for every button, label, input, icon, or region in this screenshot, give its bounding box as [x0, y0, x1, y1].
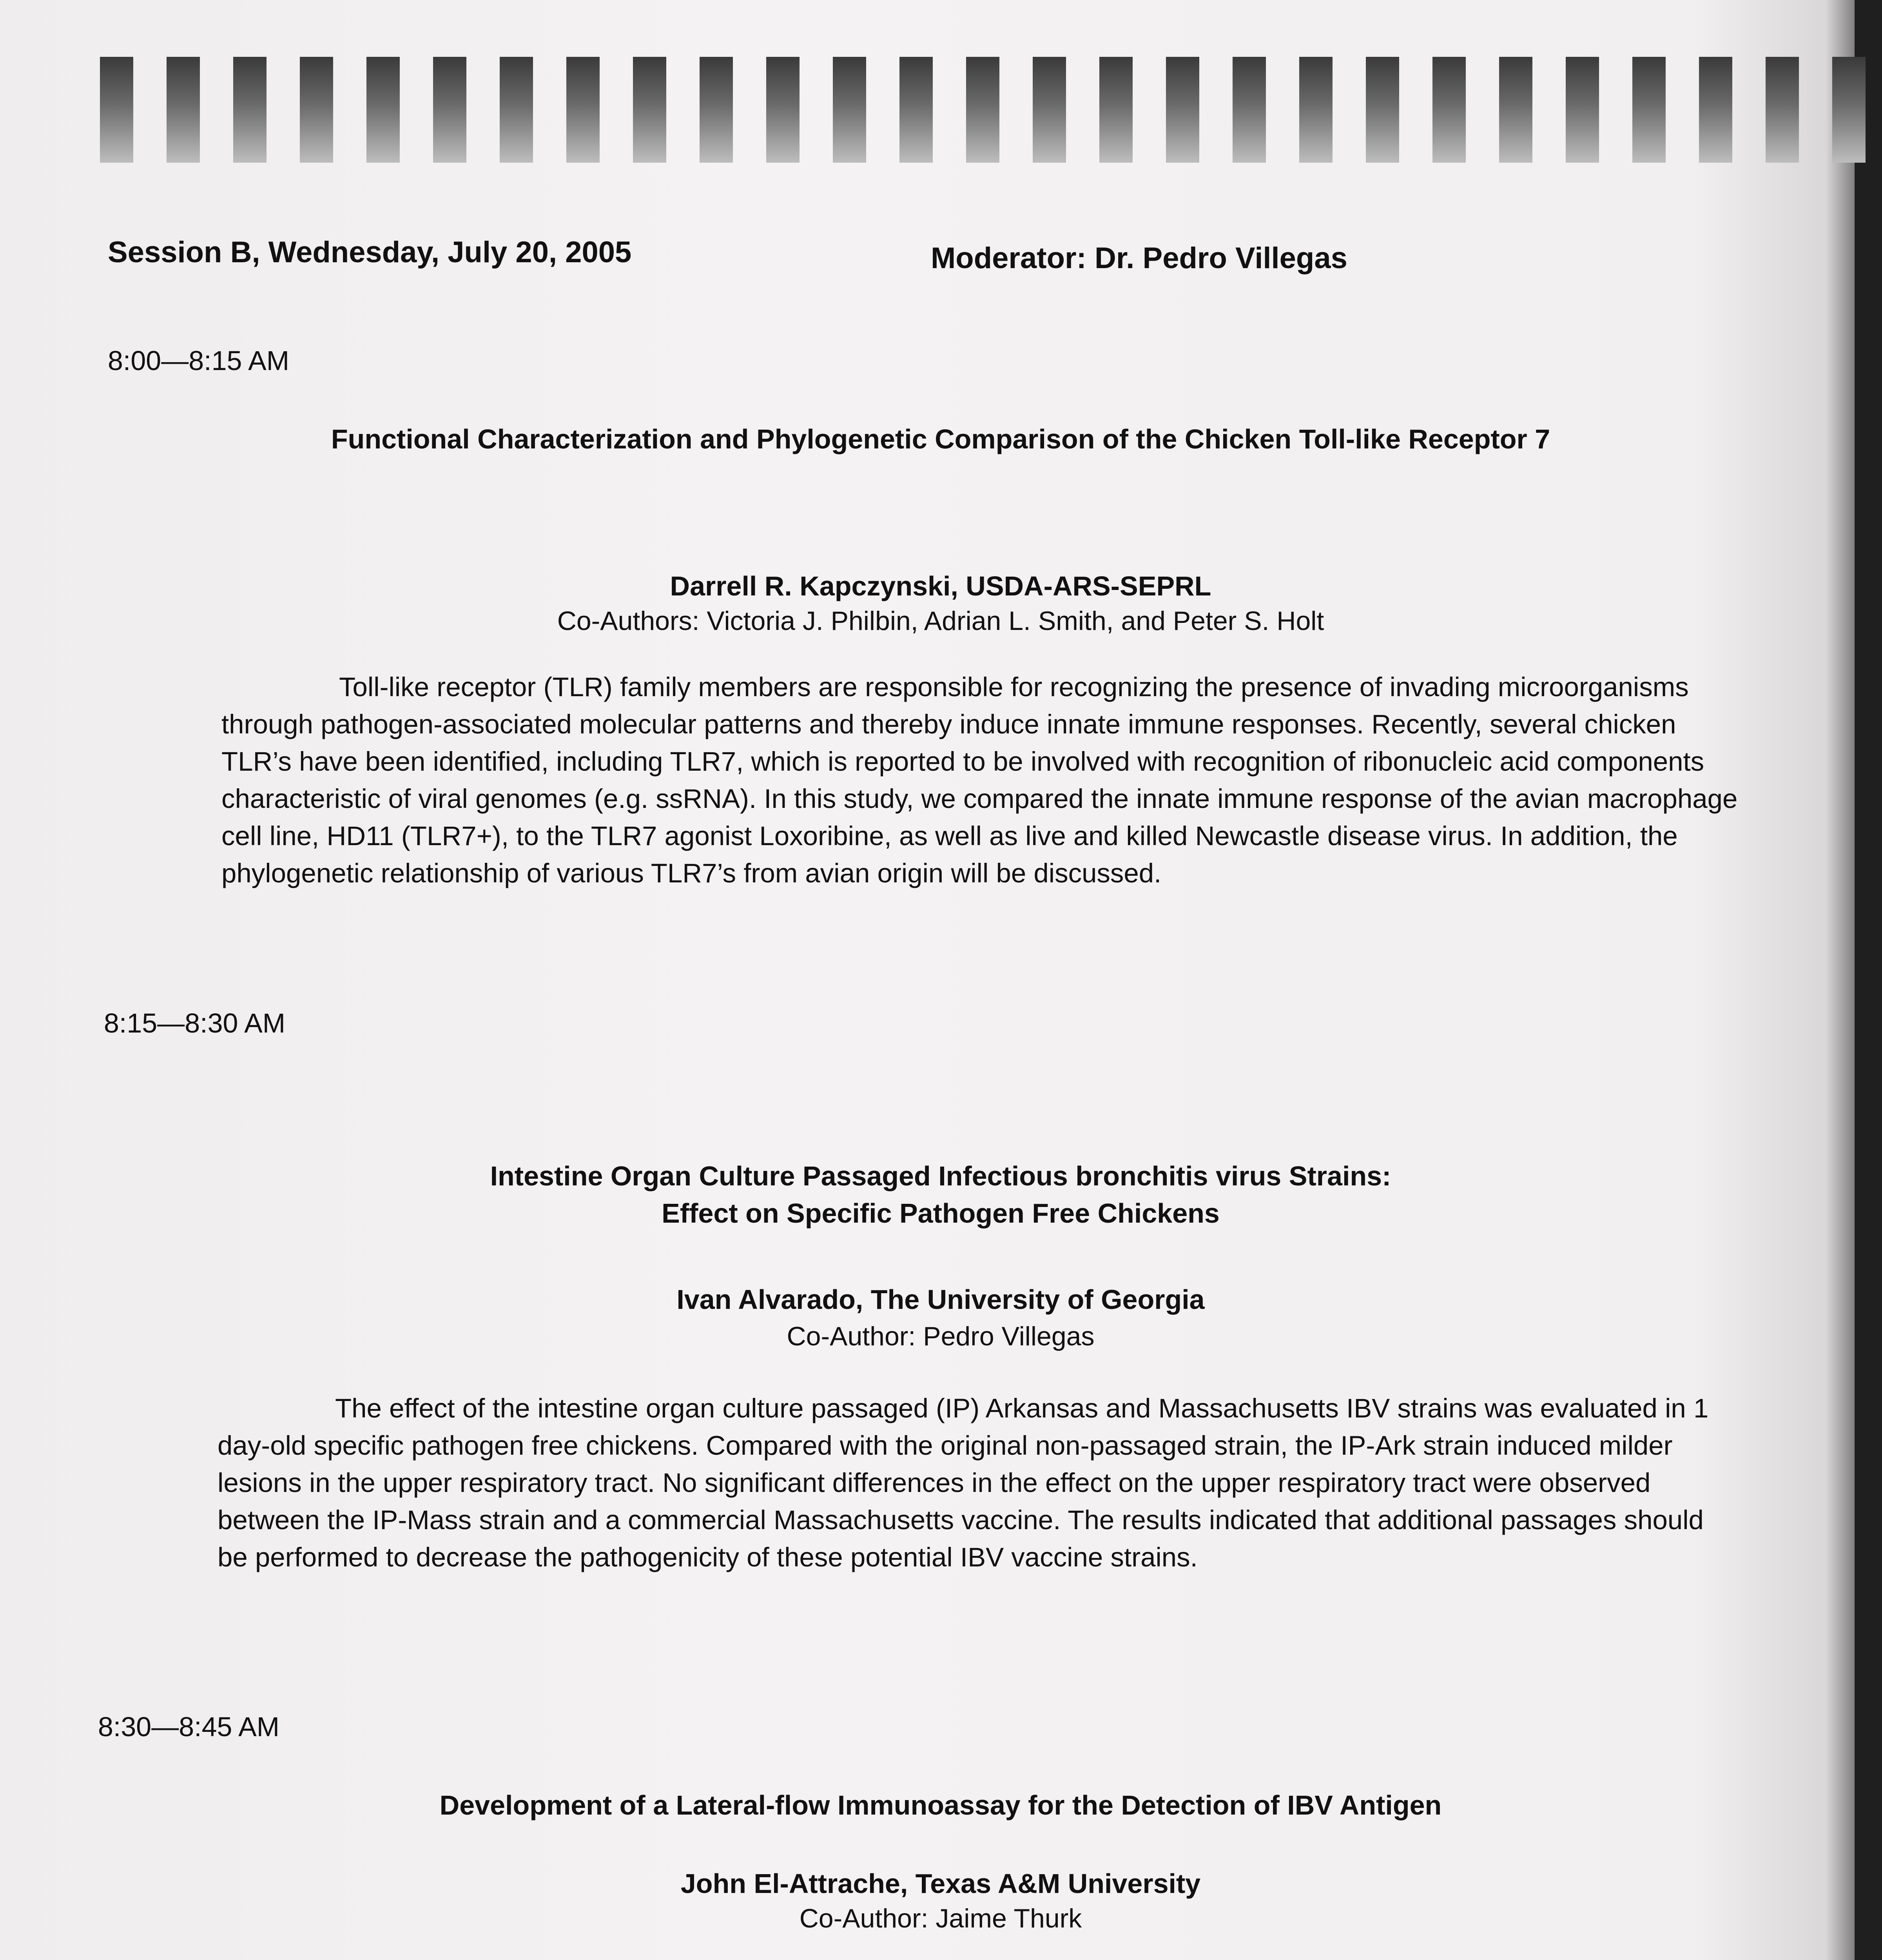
decorative-bar-strip [100, 57, 1882, 163]
decorative-bar [1832, 57, 1866, 163]
decorative-bar [700, 57, 733, 163]
decorative-bar [1366, 57, 1399, 163]
talk-time: 8:15—8:30 AM [104, 1008, 286, 1038]
talk-author: John El-Attrache, Texas A&M University [680, 1868, 1201, 1899]
decorative-bar [1566, 57, 1599, 163]
decorative-bar [1033, 57, 1066, 163]
decorative-bar [233, 57, 267, 163]
decorative-bar [366, 57, 400, 163]
talk-coauthors: Co-Authors: Victoria J. Philbin, Adrian L. Smith, and Peter S. Holt [557, 606, 1324, 636]
session-heading: Session B, Wednesday, July 20, 2005 [108, 236, 632, 269]
decorative-bar [1299, 57, 1333, 163]
decorative-bar [566, 57, 600, 163]
talk-coauthors: Co-Author: Jaime Thurk [799, 1904, 1082, 1933]
decorative-bar [633, 57, 666, 163]
decorative-bar [1099, 57, 1133, 163]
talk-abstract: Toll-like receptor (TLR) family members are responsible for recognizing the presence of invading microorganisms through pathogen-associated molecular patterns and thereby induce innate immune responses. Recently, several chicken TLR’s have been identified, including TLR7, which is reported to be involved with recognition of ribonucleic acid components characteristic of viral genomes (e.g. ssRNA). In this study, we compared the innate immune response of the avian macrophage cell line, HD11 (TLR7+), to the TLR7 agonist Loxoribine, as well as live and killed Newcastle disease virus. In addition, the phylogenetic relationship of various TLR7’s from avian origin will be discussed. [221, 672, 1738, 888]
talk-author: Ivan Alvarado, The University of Georgia [676, 1284, 1205, 1315]
decorative-bar [899, 57, 933, 163]
decorative-bar [766, 57, 800, 163]
decorative-bar [500, 57, 533, 163]
talk-author: Darrell R. Kapczynski, USDA-ARS-SEPRL [670, 571, 1211, 601]
page-right-edge-shadow [1855, 0, 1882, 1960]
talk-title: Functional Characterization and Phylogenetic Comparison of the Chicken Toll-like Receptor 7 [331, 424, 1550, 454]
decorative-bar [1766, 57, 1799, 163]
decorative-bar [1166, 57, 1199, 163]
decorative-bar [1632, 57, 1666, 163]
decorative-bar [433, 57, 466, 163]
talk-title: Effect on Specific Pathogen Free Chickens [662, 1198, 1220, 1229]
decorative-bar [1233, 57, 1266, 163]
decorative-bar [833, 57, 866, 163]
moderator-heading: Moderator: Dr. Pedro Villegas [931, 241, 1347, 275]
talk-coauthors: Co-Author: Pedro Villegas [787, 1321, 1095, 1351]
talk-title: Intestine Organ Culture Passaged Infectious bronchitis virus Strains: [490, 1161, 1391, 1191]
decorative-bar [100, 57, 133, 163]
decorative-bar [1699, 57, 1732, 163]
talk-time: 8:30—8:45 AM [98, 1711, 280, 1742]
talk-title: Development of a Lateral-flow Immunoassay for the Detection of IBV Antigen [439, 1790, 1442, 1820]
decorative-bar [1499, 57, 1532, 163]
decorative-bar [966, 57, 999, 163]
talk-abstract: The effect of the intestine organ culture passaged (IP) Arkansas and Massachusetts IBV strains was evaluated in 1 day-old specific pathogen free chickens. Compared with the original non-passaged strain, the IP-Ark strain induced milder lesions in the upper respiratory tract. No significant differences in the effect on the upper respiratory tract were observed between the IP-Mass strain and a commercial Massachusetts vaccine. The results indicated that additional passages should be performed to decrease the pathogenicity of these potential IBV vaccine strains. [218, 1393, 1709, 1572]
talk-time: 8:00—8:15 AM [108, 345, 290, 376]
decorative-bar [167, 57, 200, 163]
decorative-bar [300, 57, 333, 163]
decorative-bar [1432, 57, 1466, 163]
